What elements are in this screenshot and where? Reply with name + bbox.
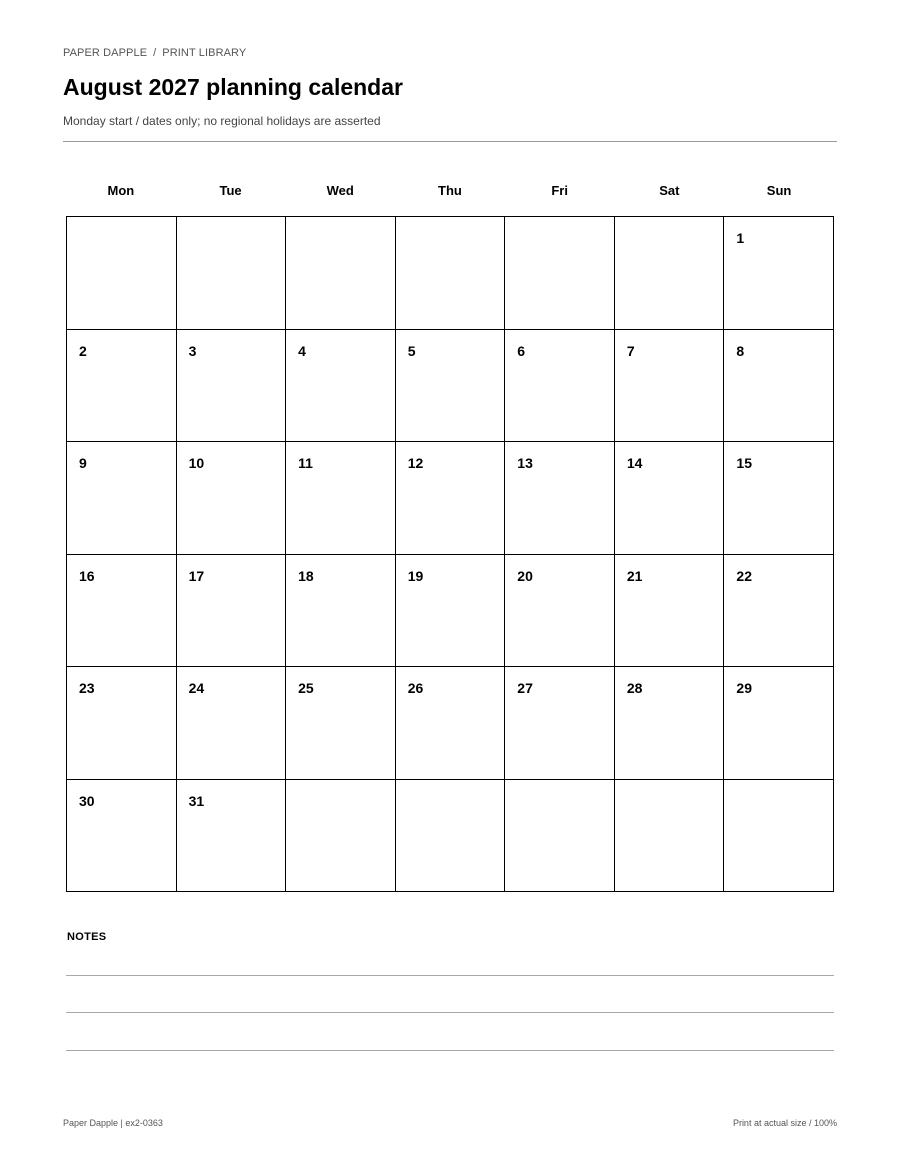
day-cell-12 (396, 442, 506, 555)
empty-day-cell (67, 217, 177, 330)
day-number: 23 (79, 680, 95, 696)
empty-day-cell (505, 780, 615, 893)
day-number: 9 (79, 455, 87, 471)
breadcrumb (63, 47, 246, 59)
notes-line (66, 975, 834, 976)
day-number: 29 (736, 680, 752, 696)
day-cell-27 (505, 667, 615, 780)
empty-day-cell (396, 780, 506, 893)
day-number: 15 (736, 455, 752, 471)
day-number: 28 (626, 680, 643, 696)
day-number: 30 (79, 792, 95, 809)
day-cell-23 (67, 667, 177, 780)
day-cell-24 (177, 667, 287, 780)
day-number: 20 (517, 567, 533, 584)
day-number: 27 (517, 680, 533, 696)
footer-credit: Paper Dapple | ex2-0363 (63, 1118, 163, 1128)
day-number: 18 (298, 567, 314, 584)
day-number: 4 (298, 342, 306, 359)
day-cell-5 (396, 330, 506, 443)
breadcrumb-separator: / (153, 47, 157, 59)
day-number: 31 (188, 792, 205, 809)
day-number: 10 (188, 455, 205, 471)
breadcrumb-item-brand: PAPER DAPPLE (63, 47, 148, 59)
day-cell-22 (724, 555, 834, 668)
day-number: 5 (407, 342, 416, 359)
weekday-wed: Wed (326, 183, 354, 198)
notes-label: NOTES (67, 931, 107, 943)
notes-line (66, 1012, 834, 1013)
day-cell-7 (615, 330, 725, 443)
day-number: 16 (79, 567, 95, 584)
day-cell-19 (396, 555, 506, 668)
day-cell-3 (177, 330, 287, 443)
day-number: 11 (298, 455, 313, 471)
footer-print-note: Print at actual size / 100% (732, 1118, 837, 1128)
day-cell-28 (615, 667, 725, 780)
day-cell-26 (396, 667, 506, 780)
day-cell-20 (505, 555, 615, 668)
empty-day-cell (615, 217, 725, 330)
calendar-grid (66, 216, 834, 892)
empty-day-cell (724, 780, 834, 893)
page-title: August 2027 planning calendar (63, 74, 403, 100)
notes-line (66, 1050, 834, 1051)
day-number: 13 (517, 455, 533, 471)
day-cell-10 (177, 442, 287, 555)
day-cell-15 (724, 442, 834, 555)
empty-day-cell (505, 217, 615, 330)
day-cell-29 (724, 667, 834, 780)
day-number: 1 (736, 230, 745, 246)
day-number: 12 (407, 455, 424, 471)
page-subtitle: Monday start / dates only; no regional holidays are asserted (63, 114, 381, 128)
header-divider (63, 141, 837, 142)
empty-day-cell (615, 780, 725, 893)
day-cell-8 (724, 330, 834, 443)
day-cell-25 (286, 667, 396, 780)
day-cell-6 (505, 330, 615, 443)
day-number: 24 (188, 680, 205, 696)
day-number: 21 (626, 567, 643, 584)
day-cell-2 (67, 330, 177, 443)
day-cell-13 (505, 442, 615, 555)
day-cell-9 (67, 442, 177, 555)
day-number: 17 (188, 567, 205, 584)
day-number: 6 (517, 342, 526, 359)
day-cell-31 (177, 780, 287, 893)
day-cell-1 (724, 217, 834, 330)
day-cell-16 (67, 555, 177, 668)
weekday-tue: Tue (219, 183, 242, 198)
day-number: 8 (736, 342, 745, 359)
day-number: 19 (407, 567, 424, 584)
day-number: 25 (298, 680, 314, 696)
weekday-header-row (66, 183, 834, 198)
day-number: 22 (736, 567, 752, 584)
empty-day-cell (286, 780, 396, 893)
weekday-sat: Sat (659, 183, 680, 198)
weekday-fri: Fri (551, 183, 568, 198)
weekday-thu: Thu (438, 183, 462, 198)
day-number: 3 (188, 342, 197, 359)
weekday-mon: Mon (107, 183, 135, 198)
day-number: 26 (407, 680, 424, 696)
day-cell-11 (286, 442, 396, 555)
empty-day-cell (396, 217, 506, 330)
day-cell-4 (286, 330, 396, 443)
day-cell-17 (177, 555, 287, 668)
day-number: 14 (626, 455, 643, 471)
empty-day-cell (177, 217, 287, 330)
breadcrumb-item-library: PRINT LIBRARY (162, 47, 247, 59)
day-cell-30 (67, 780, 177, 893)
day-cell-14 (615, 442, 725, 555)
day-cell-18 (286, 555, 396, 668)
day-number: 7 (626, 342, 635, 359)
day-cell-21 (615, 555, 725, 668)
day-number: 2 (79, 342, 87, 359)
weekday-sun: Sun (766, 183, 792, 198)
empty-day-cell (286, 217, 396, 330)
